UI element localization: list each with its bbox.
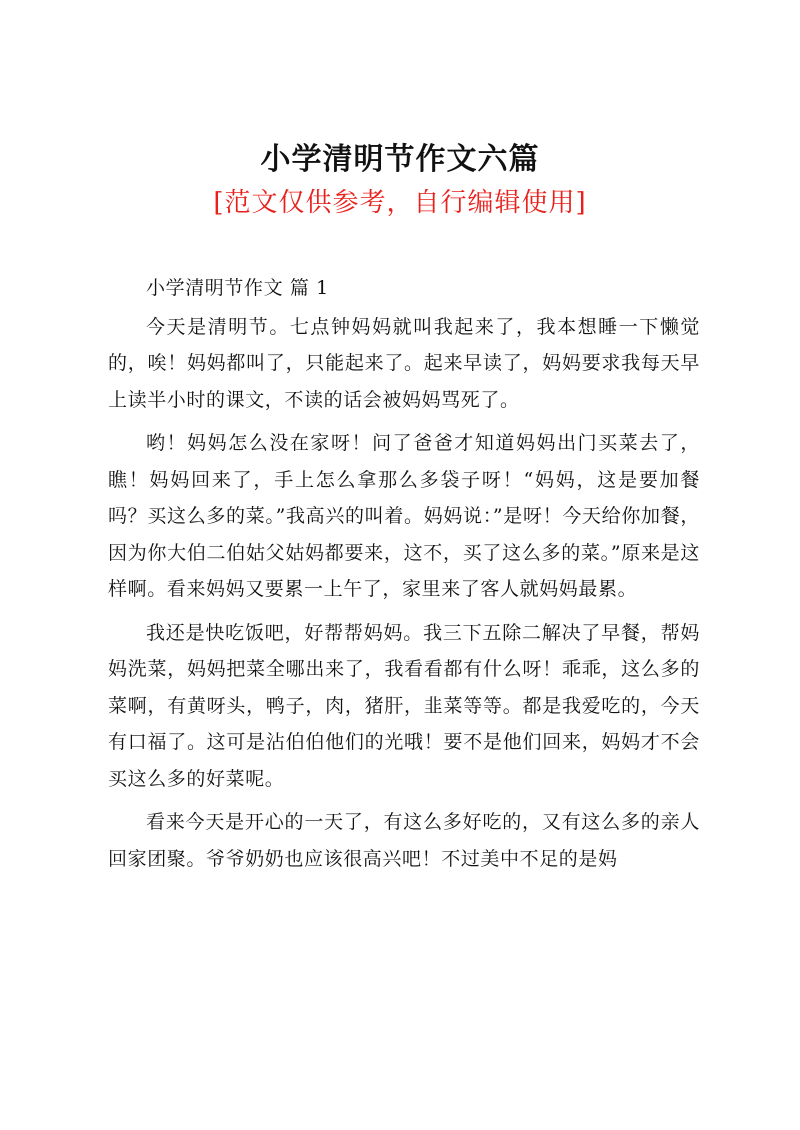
document-body bbox=[108, 270, 700, 884]
paragraph-3: 我还是快吃饭吧，好帮帮妈妈。我三下五除二解决了早餐，帮妈妈洗菜，妈妈把菜全哪出来了，我看看都有什么呀！乖乖，这么多的菜啊，有黄呀头，鸭子，肉，猪肝，韭菜等等。都是我爱吃的，今天有口福了。这可是沾伯伯他们的光哦！要不是他们回来，妈妈才不会买这么多的好菜呢。 bbox=[108, 621, 700, 790]
paragraph-1: 今天是清明节。七点钟妈妈就叫我起来了，我本想睡一下懒觉的，唉！妈妈都叫了，只能起来了。起来早读了，妈妈要求我每天早上读半小时的课文，不读的话会被妈妈骂死了。 bbox=[108, 315, 700, 411]
paragraph-2: 哟！妈妈怎么没在家呀！问了爸爸才知道妈妈出门买菜去了，瞧！妈妈回来了，手上怎么拿那么多袋子呀！“妈妈，这是要加餐吗？买这么多的菜。”我高兴的叫着。妈妈说：”是呀！今天给你加餐，因为你大伯二伯姑父姑妈都要来，这不，买了这么多的菜。”原来是这样啊。看来妈妈又要累一上午了，家里来了客人就妈妈最累。 bbox=[108, 432, 700, 600]
section-heading: 小学清明节作文 篇 1 bbox=[146, 277, 329, 299]
document-subtitle: [范文仅供参考，自行编辑使用] bbox=[213, 188, 587, 218]
document-title: 小学清明节作文六篇 bbox=[260, 142, 540, 177]
paragraph-4: 看来今天是开心的一天了，有这么多好吃的，又有这么多的亲人回家团聚。爷爷奶奶也应该很高兴吧！不过美中不足的是妈 bbox=[108, 811, 700, 870]
